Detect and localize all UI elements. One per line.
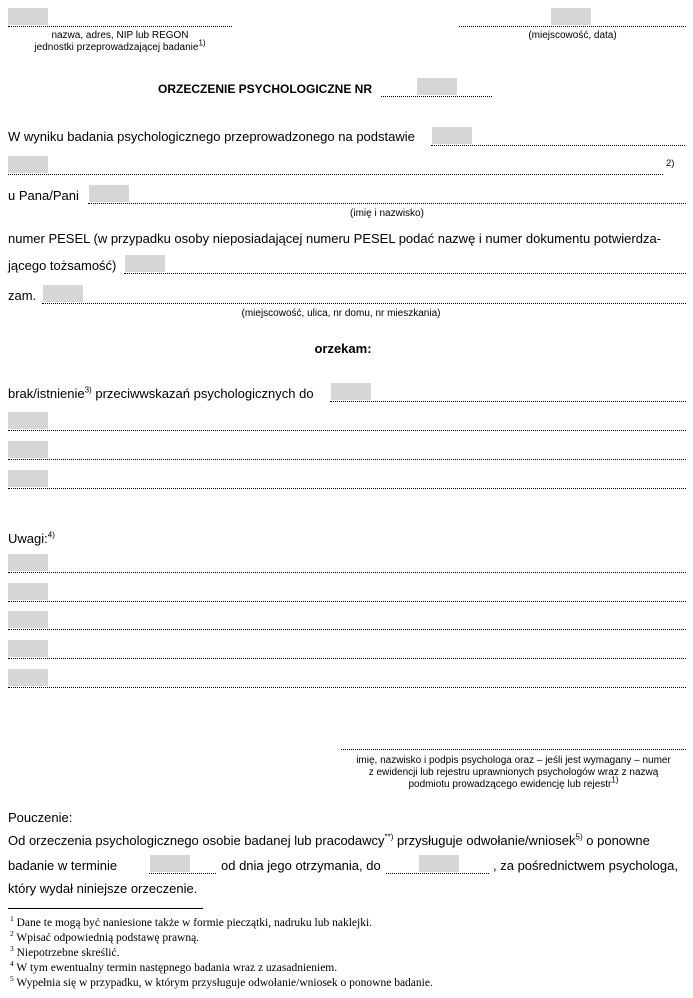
address-label: zam. [8, 288, 37, 303]
contraindications-label-a: brak/istnienie [8, 386, 85, 401]
notes-line3-field[interactable] [8, 611, 48, 628]
place-date-field[interactable] [551, 8, 591, 25]
footnote-3: $^3$ Niepotrzebne skreślić. [10, 944, 120, 959]
basis-label: W wyniku badania psychologicznego przeprowadzonego na podstawie [8, 129, 415, 144]
place-date-caption: (miejscowość, data) [528, 30, 617, 41]
footnote-1: $^1$ Dane te mogą być naniesione także w formie pieczątki, nadruku lub naklejki. [10, 914, 373, 929]
instruction-line1-b: przysługuje odwołanie/wniosek [393, 833, 576, 848]
signature-caption-line1: imię, nazwisko i podpis psychologa oraz – jeśli jest wymagany – numer [356, 755, 671, 766]
notes-line2-dotted [8, 601, 686, 602]
address-field[interactable] [43, 285, 83, 302]
unit-name-dotted-line [8, 26, 232, 27]
notes-line4-field[interactable] [8, 640, 48, 657]
contraindications-line3-field[interactable] [8, 441, 48, 458]
instruction-heading: Pouczenie: [8, 810, 73, 825]
footnote-ref-double-star: **) [384, 832, 394, 842]
pesel-dotted-line [124, 273, 686, 274]
contraindications-line3-dotted [8, 459, 686, 460]
footnote-ref-1b: 1) [611, 775, 619, 785]
signature-caption [341, 755, 686, 791]
legal-basis-continued-field[interactable] [8, 156, 48, 173]
notes-line4-dotted [8, 658, 686, 659]
legal-basis-field[interactable] [432, 127, 472, 144]
person-name-dotted-line [88, 203, 686, 204]
contraindications-field[interactable] [331, 383, 371, 400]
footnote-ref-3: 3) [84, 385, 92, 395]
place-date-dotted-line [459, 26, 686, 27]
notes-line2-field[interactable] [8, 583, 48, 600]
signature-caption-line3: podmiotu prowadzącego ewidencję lub rejestr [408, 779, 612, 790]
footnote-5: $^5$ Wypełnia się w przypadku, w którym przysługuje odwołanie/wniosek o ponowne badanie. [10, 974, 433, 989]
pesel-field[interactable] [125, 255, 165, 272]
instruction-line2-b: od dnia jego otrzymania, do [221, 858, 381, 873]
footnote-ref-4: 4) [47, 530, 55, 540]
decision-heading: orzekam: [314, 341, 372, 356]
contraindications-label-b: przeciwwskazań psychologicznych do [91, 386, 314, 401]
instruction-line2-c: , za pośrednictwem psychologa, [493, 858, 678, 873]
address-caption: (miejscowość, ulica, nr domu, nr mieszkania) [241, 308, 441, 319]
contraindications-line4-field[interactable] [8, 470, 48, 487]
unit-caption [10, 30, 230, 54]
instruction-line2-a: badanie w terminie [8, 858, 118, 873]
address-dotted-line [42, 303, 686, 304]
person-label: u Pana/Pani [8, 188, 79, 203]
instruction-line1-c: o ponowne [582, 833, 650, 848]
pesel-label-line2: jącego tożsamość) [8, 258, 117, 273]
signature-caption-line2: z ewidencji lub rejestru uprawnionych psychologów wraz z nazwą [368, 767, 659, 778]
unit-caption-line2: jednostki przeprowadzającej badanie [34, 42, 199, 53]
notes-label-text: Uwagi: [8, 531, 48, 546]
footnote-4: $^4$ W tym ewentualny termin następnego badania wraz z uzasadnieniem. [10, 959, 338, 974]
footnote-ref-2: 2) [666, 158, 675, 169]
signature-dotted-line [341, 749, 686, 750]
unit-caption-line1: nazwa, adres, NIP lub REGON [51, 30, 189, 41]
document-title: ORZECZENIE PSYCHOLOGICZNE NR [158, 82, 373, 96]
notes-label [8, 531, 55, 547]
notes-line1-dotted [8, 572, 686, 573]
legal-basis-continued-dotted-line [8, 174, 663, 175]
appeal-deadline-field[interactable] [150, 855, 190, 872]
contraindications-line2-dotted [8, 430, 686, 431]
person-name-field[interactable] [89, 185, 129, 202]
footnote-ref-5: 5) [575, 832, 583, 842]
notes-line1-field[interactable] [8, 554, 48, 571]
instruction-line3: który wydał niniejsze orzeczenie. [8, 881, 198, 896]
contraindications-line4-dotted [8, 488, 686, 489]
instruction-line1-a: Od orzeczenia psychologicznego osobie badanej lub pracodawcy [8, 833, 385, 848]
appeal-recipient-field[interactable] [419, 855, 459, 872]
certificate-number-dotted-line [381, 96, 492, 97]
notes-line5-dotted [8, 687, 686, 688]
contraindications-dotted-line [330, 401, 686, 402]
person-name-caption: (imię i nazwisko) [350, 208, 424, 219]
notes-line5-field[interactable] [8, 669, 48, 686]
footnotes-list [10, 916, 433, 990]
legal-basis-dotted-line [431, 145, 685, 146]
notes-line3-dotted [8, 629, 686, 630]
footnote-ref-1: 1) [198, 38, 206, 48]
footnote-2: $^2$ Wpisać odpowiednią podstawę prawną. [10, 929, 200, 944]
unit-name-field[interactable] [8, 8, 48, 25]
instruction-line1 [8, 833, 650, 849]
contraindications-label [8, 386, 314, 402]
footnote-separator [8, 908, 203, 909]
appeal-deadline-dotted-line [149, 873, 216, 874]
appeal-recipient-dotted-line [386, 873, 489, 874]
contraindications-line2-field[interactable] [8, 412, 48, 429]
certificate-number-field[interactable] [417, 78, 457, 95]
pesel-label-line1: numer PESEL (w przypadku osoby nieposiadającej numeru PESEL podać nazwę i numer dokumentu potwierdza- [8, 231, 662, 246]
